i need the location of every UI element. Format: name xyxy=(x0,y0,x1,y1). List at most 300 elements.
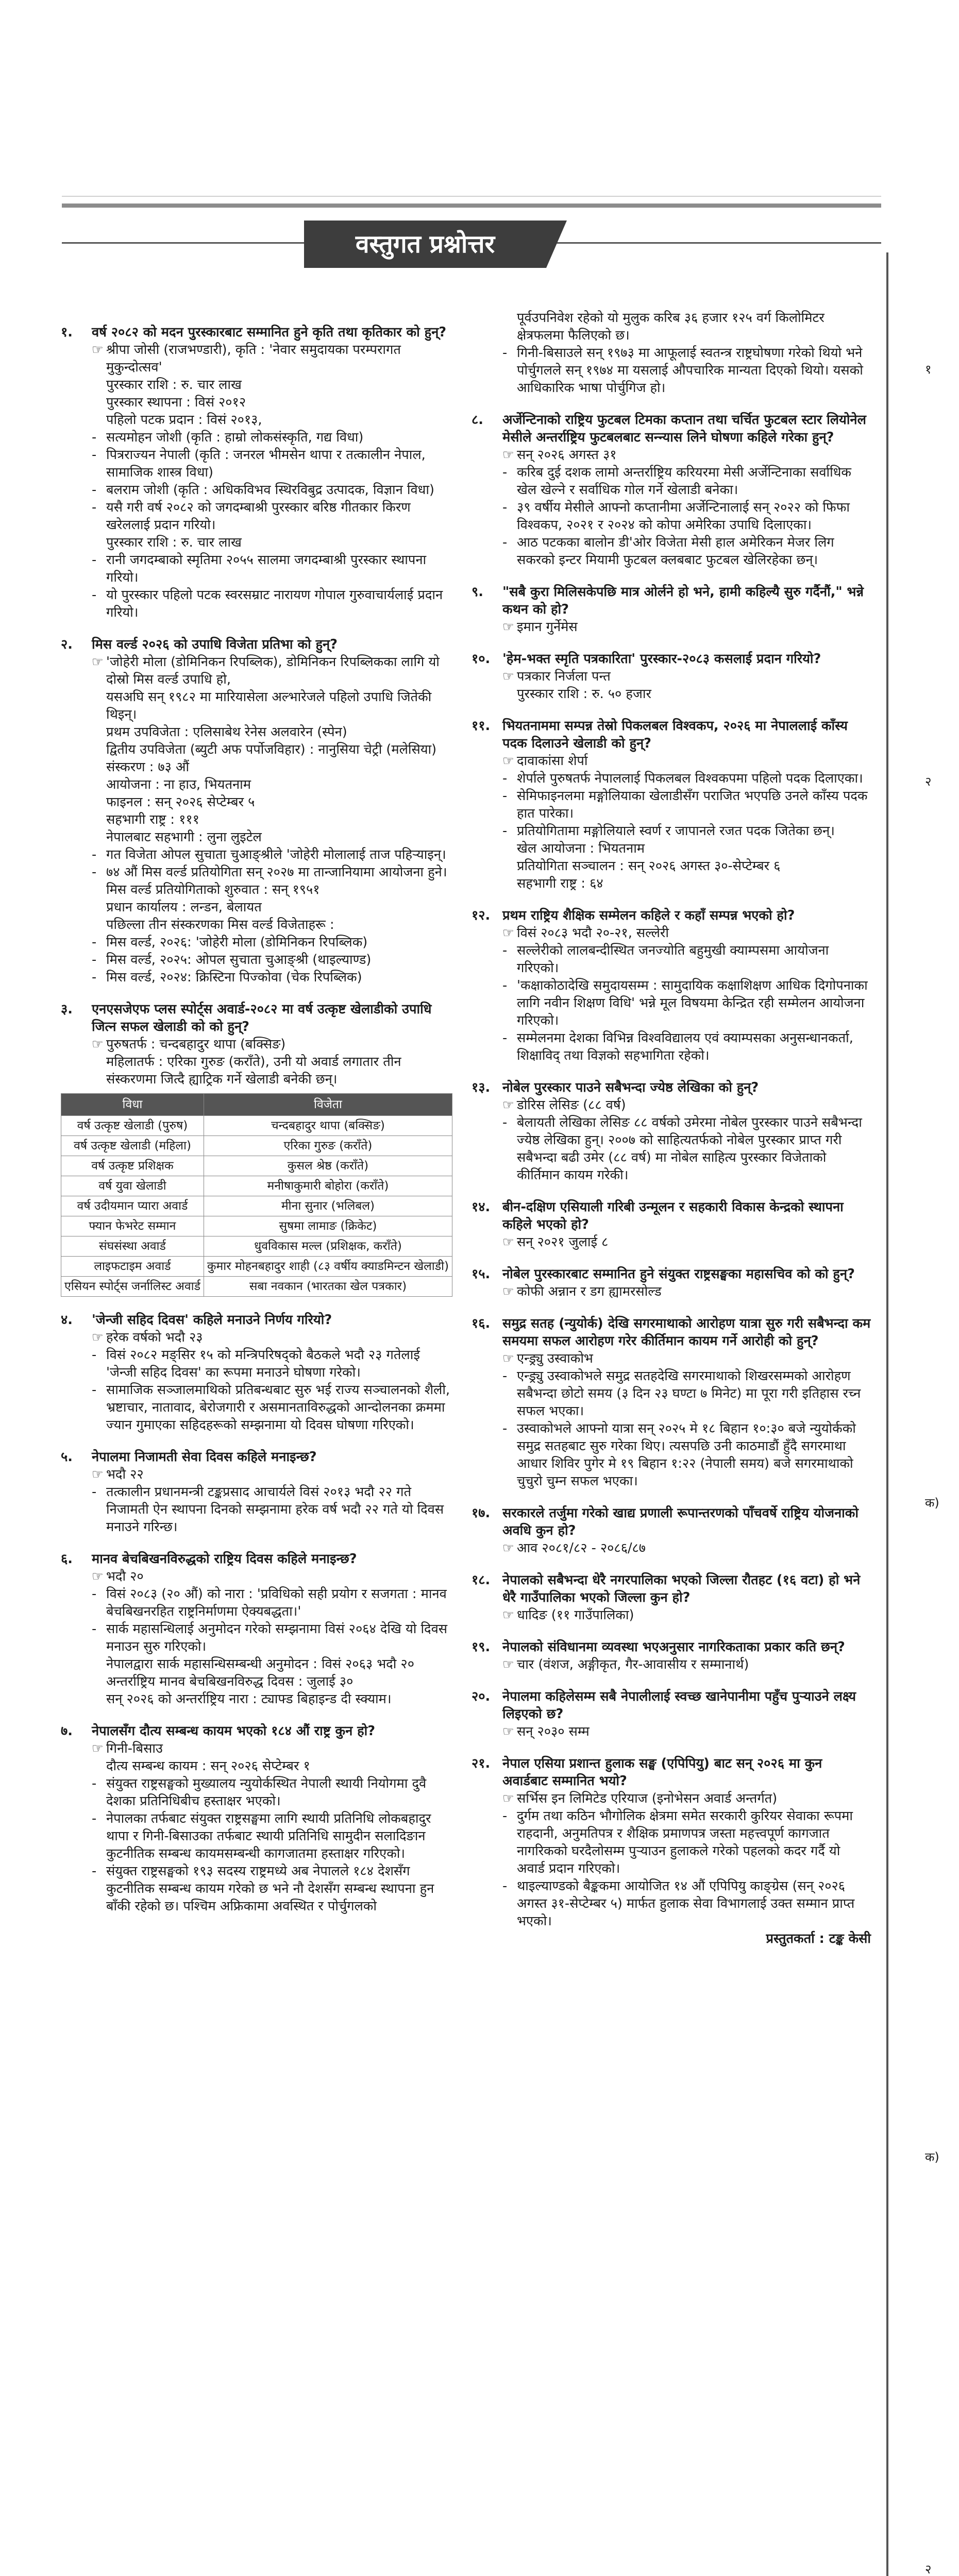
answer-text: डोरिस लेसिङ (८८ वर्ष) xyxy=(517,1097,626,1113)
question xyxy=(472,1755,871,1790)
author-credit: प्रस्तुतकर्ता : टङ्क केसी xyxy=(766,1931,871,1946)
answer-line xyxy=(502,1367,871,1420)
question-number: १०. xyxy=(472,651,491,667)
question-block xyxy=(472,1638,871,1673)
question-text: नेपाल एसिया प्रशान्त हुलाक सङ्घ (एपिपियु) बाट सन् २०२६ मा कुन अवार्डबाट सम्मानित भयो? xyxy=(502,1756,822,1789)
answer-marker: - xyxy=(92,552,97,568)
answer-marker: ☞ xyxy=(502,1724,514,1739)
answer-text: सत्यमोहन जोशी (कृति : हाम्रो लोकसंस्कृति, गद्य विधा) xyxy=(106,430,364,445)
answer-line xyxy=(92,1483,452,1536)
answer-line xyxy=(92,429,452,446)
question-block xyxy=(472,411,871,569)
answer-line xyxy=(502,942,871,977)
answer-marker: - xyxy=(92,865,97,880)
question xyxy=(61,1550,452,1568)
answer-line xyxy=(502,977,871,1029)
answer-text: दावाकांसा शेर्पा xyxy=(517,753,588,769)
answer-line xyxy=(92,863,452,881)
answer-text: एन्ड्र्यु उस्वाकोभ xyxy=(517,1351,593,1366)
answer-marker: - xyxy=(502,465,508,480)
answer-text: प्रधान कार्यालय : लन्डन, बेलायत xyxy=(106,900,262,915)
side-mark: २ xyxy=(925,774,932,789)
question-number: ८. xyxy=(472,412,483,428)
answer xyxy=(472,309,871,397)
answer-line xyxy=(502,1807,871,1877)
question-text: प्रथम राष्ट्रिय शैक्षिक सम्मेलन कहिले र कहाँ सम्पन्न भएको हो? xyxy=(502,908,795,923)
answer-text: करिब दुई दशक लामो अन्तर्राष्ट्रिय करियरमा मेसी अर्जेन्टिनाका सर्वाधिक खेल खेल्ने र सर्वाधिक गोल गर्ने खेलाडी बनेका। xyxy=(517,465,851,498)
question xyxy=(472,717,871,752)
answer xyxy=(472,446,871,569)
answer xyxy=(61,1036,452,1088)
table-cell: वर्ष उदीयमान प्यारा अवार्ड xyxy=(61,1196,204,1216)
answer-marker: - xyxy=(502,788,508,804)
answer-text: सहभागी राष्ट्र : ६४ xyxy=(517,876,603,891)
answer xyxy=(472,1723,871,1740)
answer-marker: - xyxy=(502,1368,508,1384)
side-mark: २ xyxy=(925,2562,932,2576)
answer-line xyxy=(502,1350,871,1367)
table-cell: मनीषाकुमारी बोहोरा (कराँते) xyxy=(204,1176,452,1196)
answer-marker xyxy=(92,411,106,429)
answer-line xyxy=(92,376,452,394)
answer-text: सर्भिस इन लिमिटेड एरियाज (इनोभेसन अवार्ड अन्तर्गत) xyxy=(517,1791,778,1806)
question-block xyxy=(472,1079,871,1184)
answer-marker: - xyxy=(502,1115,508,1130)
question xyxy=(61,636,452,653)
answer-text: यसअघि सन् १९८२ मा मारियासेला अल्भारेजले पहिलो उपाधि जितेकी थिइन्। xyxy=(106,689,432,722)
question-text: नेपालमा निजामती सेवा दिवस कहिले मनाइन्छ? xyxy=(92,1449,317,1465)
table-row xyxy=(61,1277,452,1297)
answer-text: चार (वंशज, अङ्गीकृत, गैर-आवासीय र सम्मानार्थ) xyxy=(517,1657,749,1672)
answer-text: नेपालद्वारा सार्क महासन्धिसम्बन्धी अनुमोदन : विसं २०६३ भदौ २० xyxy=(106,1656,414,1672)
answer-text: श्रीपा जोसी (राजभण्डारी), कृति : 'नेवार समुदायका परम्परागत मुकुन्दोत्सव' xyxy=(106,342,401,375)
answer-marker: - xyxy=(502,978,508,993)
answer-marker: - xyxy=(92,1863,97,1879)
answer-marker: ☞ xyxy=(502,1540,514,1556)
answer-marker: - xyxy=(502,1421,508,1436)
answer-text: तत्कालीन प्रधानमन्त्री टङ्कप्रसाद आचार्यले विसं २०१३ भदौ २२ गते निजामती ऐन स्थापना दिनको सम्झनामा हरेक वर्ष भदौ २२ गते यो दिवस मनाउने गरिन्छ। xyxy=(106,1484,444,1535)
answer-line xyxy=(92,1585,452,1620)
answer-marker: ☞ xyxy=(502,753,514,769)
answer-marker: ☞ xyxy=(502,447,514,463)
table-cell: लाइफटाइम अवार्ड xyxy=(61,1257,204,1277)
question xyxy=(472,1315,871,1350)
question-block xyxy=(472,1688,871,1740)
answer-text: सार्क महासन्धिलाई अनुमोदन गरेको सम्झनामा विसं २०६४ देखि यो दिवस मनाउन सुरु गरिएको। xyxy=(106,1621,448,1654)
answer-line xyxy=(502,752,871,770)
answer-line xyxy=(502,464,871,499)
question-number: ३. xyxy=(61,1002,73,1017)
question-number: ६. xyxy=(61,1551,73,1567)
answer-line xyxy=(92,1757,452,1775)
answer-text: खेल आयोजना : भियतनाम xyxy=(517,841,645,856)
answer-marker: ☞ xyxy=(502,1791,514,1806)
question-text: सरकारले तर्जुमा गरेको खाद्य प्रणाली रूपान्तरणको पाँचवर्षे राष्ट्रिय योजनाको अवधि कुन हो? xyxy=(502,1505,859,1538)
question-block xyxy=(472,1571,871,1624)
answer-text: पुरुषतर्फ : चन्दबहादुर थापा (बक्सिङ) xyxy=(106,1037,286,1052)
answer-marker: ☞ xyxy=(502,1284,514,1299)
answer-text: फाइनल : सन् २०२६ सेप्टेम्बर ५ xyxy=(106,794,255,810)
answer-marker xyxy=(92,1673,106,1690)
answer-marker xyxy=(502,857,517,875)
answer-line xyxy=(92,951,452,969)
answer-marker: ☞ xyxy=(92,654,104,670)
answer-line xyxy=(502,1029,871,1064)
answer-line xyxy=(92,1775,452,1810)
answer-marker: - xyxy=(502,1808,508,1824)
answer-marker: - xyxy=(502,1878,508,1894)
question-number: ४. xyxy=(61,1312,73,1328)
answer-text: पुरस्कार राशि : रु. चार लाख xyxy=(106,535,242,550)
answer-text: एन्ड्र्यु उस्वाकोभले समुद्र सतहदेखि सगरमाथाको शिखरसम्मको आरोहण सबैभन्दा छोटो समय (३ दिन २३ घण्टा ७ मिनेट) मा पूरा गरी इतिहास रच्न सफल भएका। xyxy=(517,1368,861,1419)
answer-marker xyxy=(92,793,106,811)
question-text: भियतनाममा सम्पन्न तेस्रो पिकलबल विश्वकप, २०२६ मा नेपाललाई काँस्य पदक दिलाउने खेलाडी को हुन्? xyxy=(502,718,848,751)
question-text: मानव बेचबिखनविरुद्धको राष्ट्रिय दिवस कहिले मनाइन्छ? xyxy=(92,1551,357,1567)
question-block xyxy=(61,1550,452,1708)
answer-text: बेलायती लेखिका लेसिङ ८८ वर्षको उमेरमा नोबेल पुरस्कार पाउने सबैभन्दा ज्येष्ठ लेखिका हुन्। २००७ को साहित्यतर्फको नोबेल पुरस्कार प्राप्त गरी सबैभन्दा बढी उमेर (८८ वर्ष) मा नोबेल साहित्य पुरस्कार विजेताको कीर्तिमान कायम गरेकी। xyxy=(517,1115,862,1183)
question-number: १२. xyxy=(472,908,491,923)
answer-line xyxy=(92,1655,452,1673)
section-title: वस्तुगत प्रश्नोत्तर xyxy=(304,221,546,268)
question xyxy=(61,1001,452,1036)
answer-marker: - xyxy=(92,1776,97,1791)
question-block xyxy=(472,309,871,397)
answer-line xyxy=(92,969,452,986)
answer-line xyxy=(502,1096,871,1114)
answer-marker: - xyxy=(502,500,508,515)
answer-line xyxy=(92,916,452,934)
answer-line xyxy=(92,1673,452,1690)
answer-line xyxy=(502,344,871,397)
question-block xyxy=(472,1755,871,1930)
answer-line xyxy=(502,1723,871,1740)
question xyxy=(472,583,871,618)
answer xyxy=(61,1740,452,1915)
answer-marker: - xyxy=(92,1382,97,1398)
answer-text: सन् २०२६ अगस्त ३१ xyxy=(517,447,617,463)
question-number: १५. xyxy=(472,1266,491,1282)
answer-line xyxy=(92,776,452,793)
answer-line xyxy=(92,653,452,688)
answer-line xyxy=(502,534,871,569)
answer-line xyxy=(92,481,452,499)
table-cell: एरिका गुरुङ (कराँते) xyxy=(204,1136,452,1156)
question xyxy=(472,1571,871,1606)
answer-marker xyxy=(92,1757,106,1775)
answer-marker xyxy=(92,1690,106,1708)
question-text: नेपालमा कहिलेसम्म सबै नेपालीलाई स्वच्छ खानेपानीमा पहुँच पुऱ्याउने लक्ष्य लिइएको छ? xyxy=(502,1689,856,1722)
answer-marker xyxy=(92,376,106,394)
table-row xyxy=(61,1196,452,1216)
answer-line xyxy=(92,741,452,758)
answer-line xyxy=(502,1420,871,1490)
question-text: वर्ष २०८२ को मदन पुरस्कारबाट सम्मानित हुने कृति तथा कृतिकार को हुन्? xyxy=(92,325,447,340)
question xyxy=(472,1688,871,1723)
answer-text: गिनी-बिसाउ xyxy=(106,1741,163,1756)
answer-marker xyxy=(92,1053,106,1088)
table-cell: कुमार मोहनबहादुर शाही (८३ वर्षीय क्याडमिन्टन खेलाडी) xyxy=(204,1257,452,1277)
answer-marker: ☞ xyxy=(92,1467,104,1482)
question-block xyxy=(61,636,452,986)
question-text: नोबेल पुरस्कारबाट सम्मानित हुने संयुक्त राष्ट्रसङ्घका महासचिव को को हुन्? xyxy=(502,1266,855,1282)
answer-text: सेमिफाइनलमा मङ्गोलियाका खेलाडीसँग पराजित भएपछि उनले काँस्य पदक हात पारेका। xyxy=(517,788,868,821)
answer-line xyxy=(502,857,871,875)
answer-marker: - xyxy=(92,847,97,862)
table-cell: मीना सुनार (भलिबल) xyxy=(204,1196,452,1216)
question-text: 'जेन्जी सहिद दिवस' कहिले मनाउने निर्णय गरियो? xyxy=(92,1312,332,1328)
table-cell: धुवविकास मल्ल (प्रशिक्षक, कराँते) xyxy=(204,1236,452,1257)
answer-line xyxy=(502,1656,871,1673)
question-number: १४. xyxy=(472,1199,491,1215)
question-number: १९. xyxy=(472,1639,491,1655)
answer-text: दौत्य सम्बन्ध कायम : सन् २०२६ सेप्टेम्बर १ xyxy=(106,1758,310,1774)
question-number: १३. xyxy=(472,1080,491,1095)
answer-line xyxy=(92,758,452,776)
answer-line xyxy=(92,1620,452,1655)
answer-line xyxy=(92,1346,452,1381)
table-cell: फ्यान फेभरेट सम्मान xyxy=(61,1216,204,1236)
answer-text: भदौ २२ xyxy=(106,1467,144,1482)
answer-marker: ☞ xyxy=(92,342,104,358)
answer-text: गिनी-बिसाउले सन् १९७३ मा आफूलाई स्वतन्त्र राष्ट्रघोषणा गरेको थियो भने पोर्चुगलले सन् १९७४ मा यसलाई औपचारिक मान्यता दिएको थियो। यसको आधिकारिक भाषा पोर्चुगिज हो। xyxy=(517,345,863,396)
answer-text: प्रतियोगितामा मङ्गोलियाले स्वर्ण र जापानले रजत पदक जितेका छन्। xyxy=(517,823,835,839)
answer-line xyxy=(502,685,871,703)
answer-line xyxy=(92,881,452,899)
answer-marker: - xyxy=(92,430,97,445)
question-text: समुद्र सतह (न्युयोर्क) देखि सगरमाथाको आरोहण यात्रा सुरु गरी सबैभन्दा कम समयमा सफल आरोहण गरेर कीर्तिमान कायम गर्ने आरोही को हुन्? xyxy=(502,1316,871,1349)
answer-line xyxy=(92,934,452,951)
top-thin-rule xyxy=(62,196,881,197)
answer xyxy=(472,668,871,703)
right-margin-rule xyxy=(886,252,888,2576)
answer-marker xyxy=(92,534,106,551)
answer xyxy=(472,1233,871,1251)
question-number: २. xyxy=(61,637,73,652)
table-row xyxy=(61,1136,452,1156)
question-text: एनएसजेएफ प्लस स्पोर्ट्स अवार्ड-२०८२ मा वर्ष उत्कृष्ट खेलाडीको उपाधि जित्न सफल खेलाडी को को हुन्? xyxy=(92,1002,432,1035)
answer-line xyxy=(92,411,452,429)
answer xyxy=(61,653,452,986)
answer-text: संयुक्त राष्ट्रसङ्घको मुख्यालय न्युयोर्कस्थित नेपाली स्थायी नियोगमा दुवै देशका प्रतिनिधिबीच हस्ताक्षर भएको। xyxy=(106,1776,427,1809)
answer-text: सम्मेलनमा देशका विभिन्न विश्वविद्यालय एवं क्याम्पसका अनुसन्धानकर्ता, शिक्षाविद् तथा विज्ञको सहभागिता रहेको। xyxy=(517,1030,853,1063)
question-text: मिस वर्ल्ड २०२६ को उपाधि विजेता प्रतिभा को हुन्? xyxy=(92,637,338,652)
answer-marker xyxy=(502,685,517,703)
answer xyxy=(472,1656,871,1673)
answer xyxy=(472,1350,871,1490)
answer-text: गत विजेता ओपल सुचाता चुआङ्श्रीले 'जोहेरी मोलालाई ताज पहिऱ्याइन्। xyxy=(106,847,446,862)
answer-line xyxy=(502,618,871,636)
answer-marker xyxy=(502,309,517,344)
table-row xyxy=(61,1156,452,1176)
question-block xyxy=(472,583,871,636)
answer-marker xyxy=(92,723,106,741)
question xyxy=(472,411,871,446)
answer-marker: ☞ xyxy=(92,1741,104,1756)
answer-text: आठ पटकका बालोन डी'ओर विजेता मेसी हाल अमेरिकन मेजर लिग सकरको इन्टर मियामी फुटबल क्लबबाट फुटबल खेलिरहेका छन्। xyxy=(517,535,834,568)
table-cell: वर्ष युवा खेलाडी xyxy=(61,1176,204,1196)
question-number: १. xyxy=(61,325,73,340)
answer xyxy=(472,1539,871,1557)
answer-marker xyxy=(92,1655,106,1673)
answer-line xyxy=(502,1606,871,1624)
answer-line xyxy=(502,787,871,822)
answer-marker: ☞ xyxy=(92,1037,104,1052)
question-text: नेपालको सबैभन्दा धेरै नगरपालिका भएको जिल्ला रौतहट (१६ वटा) हो भने धेरै गाउँपालिका भएको जिल्ला कुन हो? xyxy=(502,1572,861,1605)
table-row xyxy=(61,1176,452,1196)
answer-text: दुर्गम तथा कठिन भौगोलिक क्षेत्रमा समेत सरकारी कुरियर सेवाका रूपमा राहदानी, अनुमतिपत्र र शैक्षिक प्रमाणपत्र जस्ता महत्त्वपूर्ण कागजात नागरिकको घरदैलोसम्म पुऱ्याउन हुलाकले गरेको पहलको कदर गर्दै यो अवार्ड प्रदान गरिएको। xyxy=(517,1808,853,1876)
answer-line xyxy=(92,1466,452,1483)
question-text: नेपालसँग दौत्य सम्बन्ध कायम भएको १८४ औं राष्ट्र कुन हो? xyxy=(92,1723,376,1739)
answer-text: 'जोहेरी मोला (डोमिनिकन रिपब्लिक), डोमिनिकन रिपब्लिकका लागि यो दोस्रो मिस वर्ल्ड उपाधि हो, xyxy=(106,654,440,687)
answer-line xyxy=(502,924,871,942)
answer-marker: - xyxy=(502,771,508,786)
question-number: ५. xyxy=(61,1449,73,1465)
answer-marker xyxy=(92,394,106,411)
answer-text: शेर्पाले पुरुषतर्फ नेपाललाई पिकलबल विश्वकपमा पहिलो पदक दिलाएका। xyxy=(517,771,863,786)
answer-line xyxy=(92,793,452,811)
answer-line xyxy=(502,840,871,857)
answer-text: ७४ औं मिस वर्ल्ड प्रतियोगिता सन् २०२७ मा तान्जानियामा आयोजना हुने। xyxy=(106,865,447,880)
question-number: १६. xyxy=(472,1316,491,1331)
answer-line xyxy=(502,1877,871,1930)
answer-text: पूर्वउपनिवेश रहेको यो मुलुक करिब ३६ हजार १२५ वर्ग किलोमिटर क्षेत्रफलमा फैलिएको छ। xyxy=(517,310,825,343)
answer-marker xyxy=(92,881,106,899)
answer-text: यसै गरी वर्ष २०८२ को जगदम्बाश्री पुरस्कार बरिष्ठ गीतकार किरण खरेललाई प्रदान गरियो। xyxy=(106,500,411,533)
answer-text: यो पुरस्कार पहिलो पटक स्वरसम्राट नारायण गोपाल गुरुवाचार्यलाई प्रदान गरियो। xyxy=(106,587,443,620)
answer-text: 'कक्षाकोठादेखि समुदायसम्म : सामुदायिक कक्षाशिक्षण आधिक दिगोपनाका लागि नवीन शिक्षण विधि' भन्ने मूल विषयमा केन्द्रित रही सम्मेलन आयोजना गरिएको। xyxy=(517,978,868,1028)
answer-line xyxy=(92,1690,452,1708)
answer xyxy=(61,1568,452,1708)
side-mark: क) xyxy=(925,2150,939,2164)
answer-line xyxy=(92,341,452,376)
answer-line xyxy=(92,846,452,863)
answer-line xyxy=(92,1810,452,1862)
question-block xyxy=(472,1265,871,1300)
answer-text: मिस वर्ल्ड, २०२६: 'जोहेरी मोला (डोमिनिकन रिपब्लिक) xyxy=(106,935,368,950)
answer-text: मिस वर्ल्ड प्रतियोगिताको शुरुवात : सन् १९५१ xyxy=(106,882,320,897)
answer-line xyxy=(92,1568,452,1585)
answer-line xyxy=(92,1862,452,1915)
answer-text: विसं २०८२ मङ्सिर १५ को मन्त्रिपरिषद्‌को बैठकले भदौ २३ गतेलाई 'जेन्जी सहिद दिवस' का रूपमा मनाउने घोषणा गरेको। xyxy=(106,1347,420,1380)
left-column xyxy=(61,309,452,1915)
question-number: २०. xyxy=(472,1689,491,1704)
section-title-tail xyxy=(546,221,567,268)
question xyxy=(472,1198,871,1233)
answer-marker xyxy=(92,741,106,758)
answer xyxy=(472,1096,871,1184)
answer-text: पछिल्ला तीन संस्करणका मिस वर्ल्ड विजेताहरू : xyxy=(106,917,334,933)
answer-text: हरेक वर्षको भदौ २३ xyxy=(106,1330,203,1345)
answer xyxy=(472,1606,871,1624)
answer-text: थाइल्याण्डको बैङ्ककमा आयोजित १४ औं एपिपियु काङ्ग्रेस (सन् २०२६ अगस्त ३१-सेप्टेम्बर ५) मार्फत हुलाक सेवा विभागलाई उक्त सम्मान प्राप्त भएको। xyxy=(517,1878,855,1929)
answer-line xyxy=(92,1740,452,1757)
answer-marker: - xyxy=(92,935,97,950)
answer xyxy=(472,752,871,892)
answer-marker: ☞ xyxy=(502,619,514,635)
question-block xyxy=(472,1504,871,1557)
answer-line xyxy=(92,394,452,411)
question xyxy=(61,1722,452,1740)
answer-line xyxy=(92,446,452,481)
question-number: १८. xyxy=(472,1572,491,1588)
answer xyxy=(61,1466,452,1536)
answer-text: संयुक्त राष्ट्रसङ्घको १९३ सदस्य राष्ट्रमध्ये अब नेपालले १८४ देशसँग कुटनीतिक सम्बन्ध कायम गरेको छ भने नौ देशसँग सम्बन्ध स्थापना हुन बाँकी रहेको छ। पश्चिम अफ्रिकामा अवस्थित र पोर्चुगलको xyxy=(106,1863,434,1914)
table-cell: चन्दबहादुर थापा (बक्सिङ) xyxy=(204,1116,452,1136)
answer-marker: - xyxy=(92,1484,97,1500)
answer-marker: - xyxy=(502,535,508,550)
question xyxy=(61,324,452,341)
answer-line xyxy=(92,688,452,723)
answer-marker xyxy=(92,916,106,934)
answer-text: कोफी अन्नान र डग ह्यामरसोल्ड xyxy=(517,1284,662,1299)
question-block xyxy=(61,324,452,621)
answer-line xyxy=(92,828,452,846)
question-text: "सबै कुरा मिलिसकेपछि मात्र ओर्लने हो भने, हामी कहिल्यै सुरु गर्दैनौं," भन्ने कथन को हो? xyxy=(502,584,864,617)
answer-text: प्रथम उपविजेता : एलिसाबेथ रेनेस अलवारेन (स्पेन) xyxy=(106,724,347,740)
question xyxy=(472,1079,871,1096)
question-number: ७. xyxy=(61,1723,73,1739)
answer-text: पहिलो पटक प्रदान : विसं २०१३, xyxy=(106,412,262,428)
answer-marker xyxy=(92,758,106,776)
table-cell: वर्ष उत्कृष्ट खेलाडी (महिला) xyxy=(61,1136,204,1156)
answer-marker: ☞ xyxy=(502,1657,514,1672)
answer-marker xyxy=(92,776,106,793)
answer-text: संस्करण : ७३ औं xyxy=(106,759,190,775)
answer-line xyxy=(92,723,452,741)
table-cell: सुषमा लामाङ (क्रिकेट) xyxy=(204,1216,452,1236)
answer-line xyxy=(502,499,871,534)
answer-marker: - xyxy=(92,500,97,515)
answer-text: पुरस्कार स्थापना : विसं २०१२ xyxy=(106,395,246,410)
question-block xyxy=(472,717,871,892)
answer-line xyxy=(502,668,871,685)
side-mark: क) xyxy=(925,1496,939,1510)
question xyxy=(61,1448,452,1466)
table-header-row xyxy=(61,1094,452,1116)
answer-marker: ☞ xyxy=(92,1569,104,1584)
answer-text: रानी जगदम्बाको स्मृतिमा २०५५ सालमा जगदम्बाश्री पुरस्कार स्थापना गरियो। xyxy=(106,552,427,585)
question-text: अर्जेन्टिनाको राष्ट्रिय फुटबल टिमका कप्तान तथा चर्चित फुटबल स्टार लियोनेल मेसीले अन्तर्राष्ट्रिय फुटबलबाट सन्न्यास लिने घोषणा कहिले गरेका हुन्? xyxy=(502,412,866,445)
answer-marker xyxy=(92,811,106,828)
answer-marker: - xyxy=(92,952,97,968)
question xyxy=(472,907,871,924)
answer-line xyxy=(502,309,871,344)
award-table xyxy=(61,1093,452,1297)
answer xyxy=(472,1790,871,1930)
table-row xyxy=(61,1236,452,1257)
table-cell: वर्ष उत्कृष्ट खेलाडी (पुरुष) xyxy=(61,1116,204,1136)
answer-marker: - xyxy=(92,970,97,985)
answer-line xyxy=(502,1283,871,1300)
question-number: २१. xyxy=(472,1756,491,1771)
answer-text: भदौ २० xyxy=(106,1569,144,1584)
answer xyxy=(61,1329,452,1434)
answer-line xyxy=(92,586,452,621)
question-block xyxy=(61,1722,452,1915)
answer-marker: ☞ xyxy=(502,925,514,941)
answer xyxy=(472,618,871,636)
answer-line xyxy=(92,899,452,916)
answer-line xyxy=(92,1053,452,1088)
table-cell: सबा नवकान (भारतका खेल पत्रकार) xyxy=(204,1277,452,1297)
table-cell: एसियन स्पोर्ट्स जर्नालिस्ट अवार्ड xyxy=(61,1277,204,1297)
table-row xyxy=(61,1116,452,1136)
answer-marker: ☞ xyxy=(502,1351,514,1366)
answer-text: मिस वर्ल्ड, २०२५: ओपल सुचाता चुआङ्श्री (थाइल्याण्ड) xyxy=(106,952,372,968)
answer-marker xyxy=(92,828,106,846)
answer-text: आयोजना : ना हाउ, भियतनाम xyxy=(106,777,251,792)
question-number: १७. xyxy=(472,1505,491,1521)
